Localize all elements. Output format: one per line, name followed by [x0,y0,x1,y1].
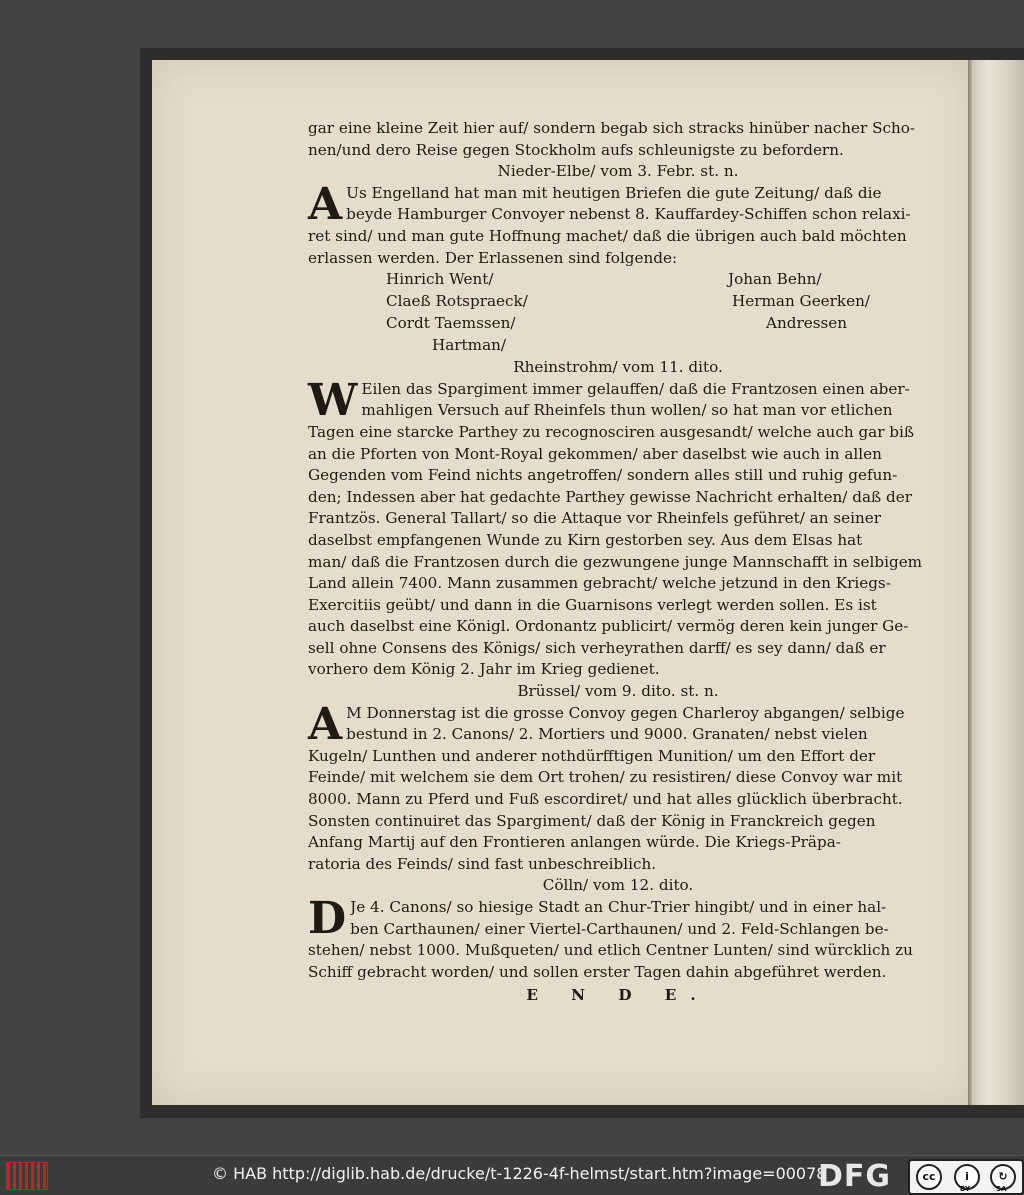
text-line: Frantzös. General Tallart/ so die Attaque vor Rheinfels geführet/ an seiner [308,509,882,528]
text-line: Kugeln/ Lunthen und anderer nothdürfftigen Munition/ um den Effort der [308,746,876,765]
text-line: nen/und dero Reise gegen Stockholm aufs schleunigste zu befordern. [308,140,844,159]
text-line: auch daselbst eine Königl. Ordonantz publicirt/ vermög deren kein junger Ge- [308,617,909,636]
text-line: Sonsten continuiret das Spargiment/ daß der König in Franckreich gegen [308,811,876,830]
dropcap: W [308,374,358,426]
paragraph-bruessel [308,698,928,876]
dropcap: D [308,893,347,944]
text-line: gar eine kleine Zeit hier auf/ sondern begab sich stracks hinüber nacher Scho- [308,119,916,137]
text-line: M Donnerstag ist die grosse Convoy gegen Charleroy abgangen/ selbige [346,703,905,722]
released-names-list [308,269,928,357]
text-line: mahligen Versuch auf Rheinfels thun wollen/ so hat man vor etlichen [361,401,893,420]
dateline-bruessel: Brüssel/ vom 9. dito. st. n. [517,682,719,701]
text-line: ret sind/ und man gute Hoffnung machet/ daß die übrigen auch bald möchten [308,226,907,245]
text-line: stehen/ nebst 1000. Mußqueten/ und etlich Centner Lunten/ sind würcklich zu [308,941,913,960]
text-line: Schiff gebracht worden/ und sollen erster Tagen dahin abgeführet werden. [308,962,887,981]
page-gutter [968,60,972,1105]
name-entry: Herman Geerken/ [732,292,871,311]
dropcap: A [308,178,343,230]
text-line: ben Carthaunen/ einer Viertel-Carthaunen/ und 2. Feld-Schlangen be- [350,919,889,938]
text-line: man/ daß die Frantzosen durch die gezwungene junge Mannschafft in selbigem [308,552,923,571]
name-entry: Hinrich Went/ [386,270,494,289]
cc-sa-label: SA [996,1185,1007,1193]
paragraph-nieder-elbe [308,178,928,269]
share-alike-icon: ↻ [990,1164,1016,1190]
text-line: Anfang Martij auf den Frontieren anlangen würde. Die Kriegs-Präpa- [308,833,841,852]
text-line: erlassen werden. Der Erlassenen sind folgende: [308,248,678,267]
text-line: Land allein 7400. Mann zusammen gebracht/ welche jetzund in den Kriegs- [308,574,891,593]
footer-bar [0,1155,1024,1194]
cc-by-label: BY [960,1185,971,1193]
dfg-logo[interactable]: DFG [818,1159,892,1194]
cc-license-badge[interactable] [908,1159,1024,1195]
paragraph-coelln [308,893,928,983]
dateline-coelln: Cölln/ vom 12. dito. [542,876,694,895]
text-line: Eilen das Spargiment immer gelauffen/ daß die Frantzosen einen aber- [361,379,910,398]
next-page-edge [972,60,1024,1105]
name-entry: Claeß Rotspraeck/ [386,292,528,311]
text-line: den; Indessen aber hat gedachte Parthey gewisse Nachricht erhalten/ daß der [308,487,912,506]
text-line: daselbst empfangenen Wunde zu Kirn gestorben sey. Aus dem Elsas hat [308,530,863,549]
text-line: Je 4. Canons/ so hiesige Stadt an Chur-Trier hingibt/ und in einer hal- [350,898,887,916]
name-entry: Hartman/ [432,336,507,355]
text-line: 8000. Mann zu Pferd und Fuß escordiret/ und hat alles glücklich überbracht. [308,790,903,809]
cc-icon: cc [916,1164,942,1190]
name-entry: Andressen [766,314,848,333]
page-text [308,118,928,1007]
name-entry: Johan Behn/ [728,270,822,289]
dateline-rheinstrohm: Rheinstrohm/ vom 11. dito. [513,358,723,377]
dateline-nieder-elbe: Nieder-Elbe/ vom 3. Febr. st. n. [497,162,739,181]
ende-mark: E N D E. [526,986,710,1005]
dropcap: A [308,698,343,750]
text-line: vorhero dem König 2. Jahr im Krieg gedienet. [308,660,660,679]
text-line: Us Engelland hat man mit heutigen Briefen die gute Zeitung/ daß die [346,183,882,202]
text-line: Feinde/ mit welchem sie dem Ort trohen/ zu resistiren/ diese Convoy war mit [308,768,903,787]
text-line: bestund in 2. Canons/ 2. Mortiers und 9000. Granaten/ nebst vielen [346,725,868,744]
text-line: ratoria des Feinds/ sind fast unbeschreiblich. [308,854,657,873]
paragraph-rheinstrohm [308,374,928,681]
by-person-icon: i [954,1164,980,1190]
source-link[interactable]: © HAB http://diglib.hab.de/drucke/t-1226-4f-helmst/start.htm?image=00078 [212,1164,827,1183]
text-line: beyde Hamburger Convoyer nebenst 8. Kauffardey-Schiffen schon relaxi- [346,205,911,224]
name-entry: Cordt Taemssen/ [386,314,516,333]
text-line: Exercitiis geübt/ und dann in die Guarnisons verlegt werden sollen. Es ist [308,595,877,614]
text-line: sell ohne Consens des Königs/ sich verheyrathen darff/ es sey dann/ daß er [308,638,886,657]
hab-logo-icon[interactable] [6,1162,48,1190]
text-line: Gegenden vom Feind nichts angetroffen/ sondern alles still und ruhig gefun- [308,466,898,485]
text-line: Tagen eine starcke Parthey zu recognosciren ausgesandt/ welche auch gar biß [308,422,915,441]
text-line: an die Pforten von Mont-Royal gekommen/ aber daselbst wie auch in allen [308,444,882,463]
intro-paragraph [308,118,928,161]
